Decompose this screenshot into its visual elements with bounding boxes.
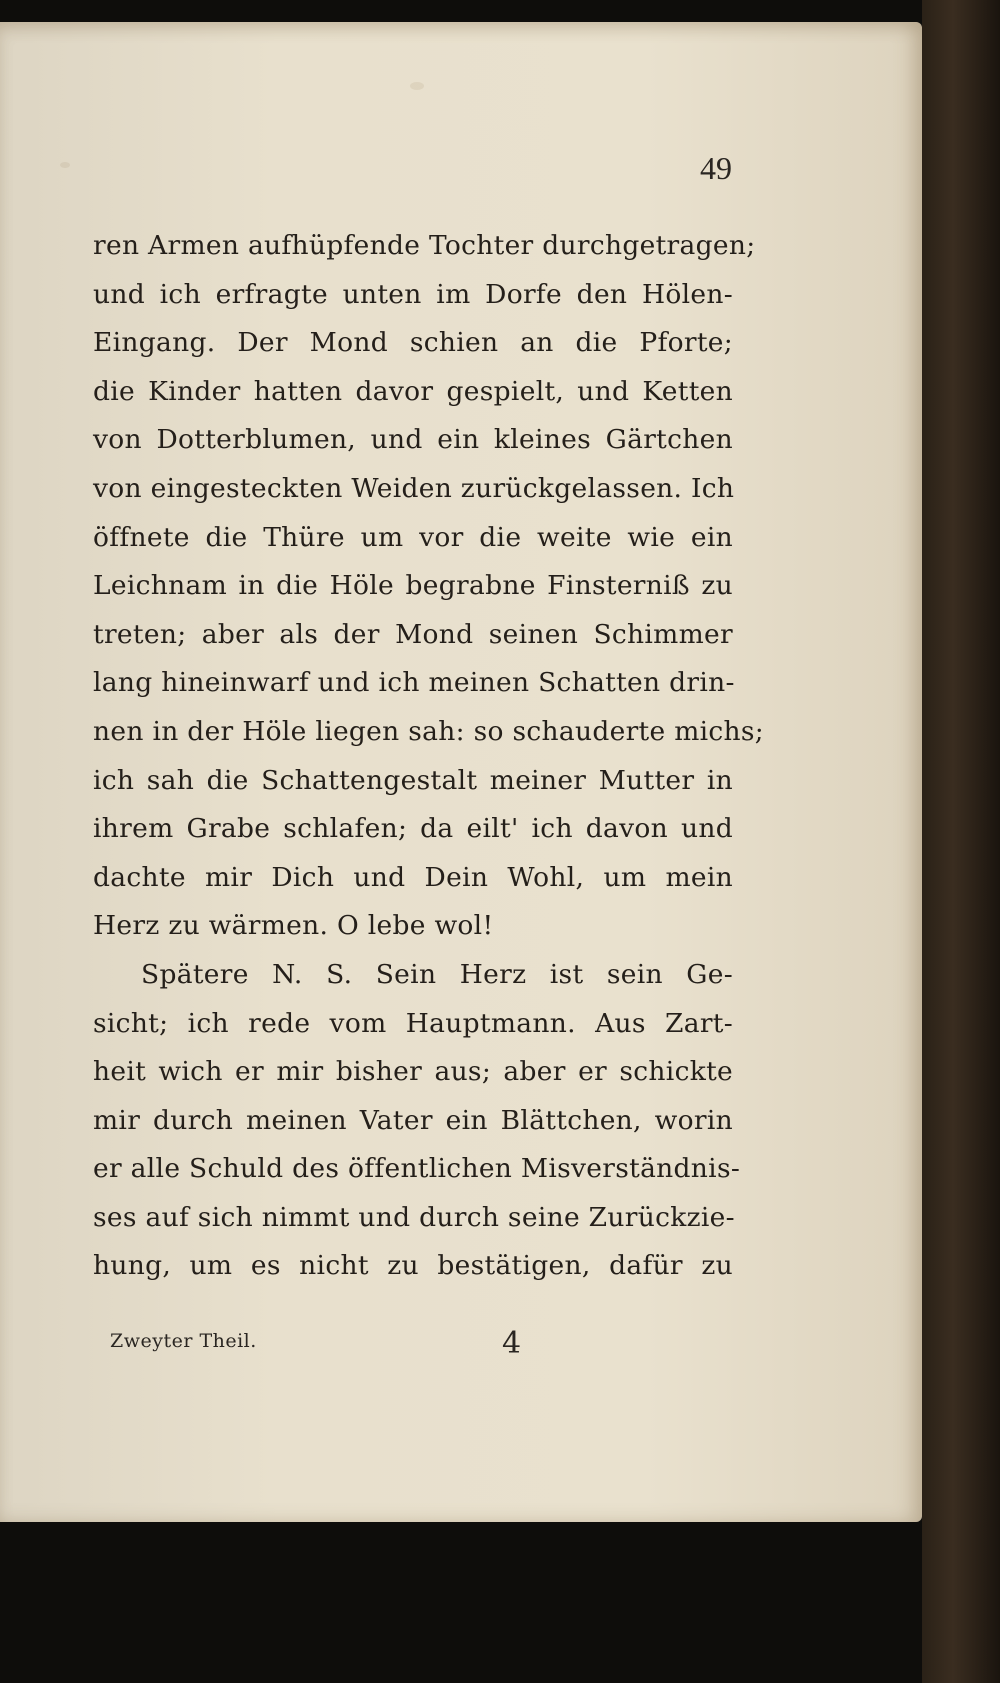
page-number: 49 — [700, 150, 732, 186]
text-line: ich sah die Schattengestalt meiner Mutter in — [93, 764, 733, 796]
text-line: ren Armen aufhüpfende Tochter durchgetragen; — [93, 230, 756, 261]
body-text — [93, 222, 765, 1291]
text-line: Herz zu wärmen. O lebe wol! — [93, 910, 494, 942]
text-line: treten; aber als der Mond seinen Schimmer — [93, 618, 733, 650]
text-line: lang hineinwarf und ich meinen Schatten drin- — [93, 667, 735, 699]
text-line: ihrem Grabe schlafen; da eilt' ich davon und — [93, 813, 733, 845]
signature-line: Zweyter Theil. — [110, 1330, 257, 1352]
text-line: er alle Schuld des öffentlichen Misverständnis- — [93, 1153, 741, 1185]
text-line: heit wich er mir bisher aus; aber er schickte — [93, 1056, 733, 1088]
text-line: Leichnam in die Höle begrabne Finsterniß zu — [93, 570, 733, 602]
paper-stain — [60, 162, 70, 168]
text-line: dachte mir Dich und Dein Wohl, um mein — [93, 861, 733, 893]
text-line: öffnete die Thüre um vor die weite wie ein — [93, 521, 733, 553]
text-line: die Kinder hatten davor gespielt, und Ketten — [93, 375, 733, 407]
text-line: von eingesteckten Weiden zurückgelassen. Ich — [93, 472, 735, 504]
text-line: ses auf sich nimmt und durch seine Zurückzie- — [93, 1201, 735, 1233]
text-line: Eingang. Der Mond schien an die Pforte; — [93, 327, 733, 359]
book-binding — [922, 0, 1000, 1683]
text-line: sicht; ich rede vom Hauptmann. Aus Zart- — [93, 1007, 733, 1039]
text-line: mir durch meinen Vater ein Blättchen, worin — [93, 1104, 733, 1136]
text-line: nen in der Höle liegen sah: so schauderte michs; — [93, 715, 765, 747]
paper-stain — [410, 82, 424, 90]
text-line: hung, um es nicht zu bestätigen, dafür zu — [93, 1250, 733, 1282]
page-footer — [110, 1326, 750, 1370]
text-line: von Dotterblumen, und ein kleines Gärtchen — [93, 424, 733, 456]
sheet-mark: 4 — [502, 1326, 522, 1361]
text-line: Spätere N. S. Sein Herz ist sein Ge- — [141, 958, 733, 990]
text-line: und ich erfragte unten im Dorfe den Hölen- — [93, 278, 733, 310]
